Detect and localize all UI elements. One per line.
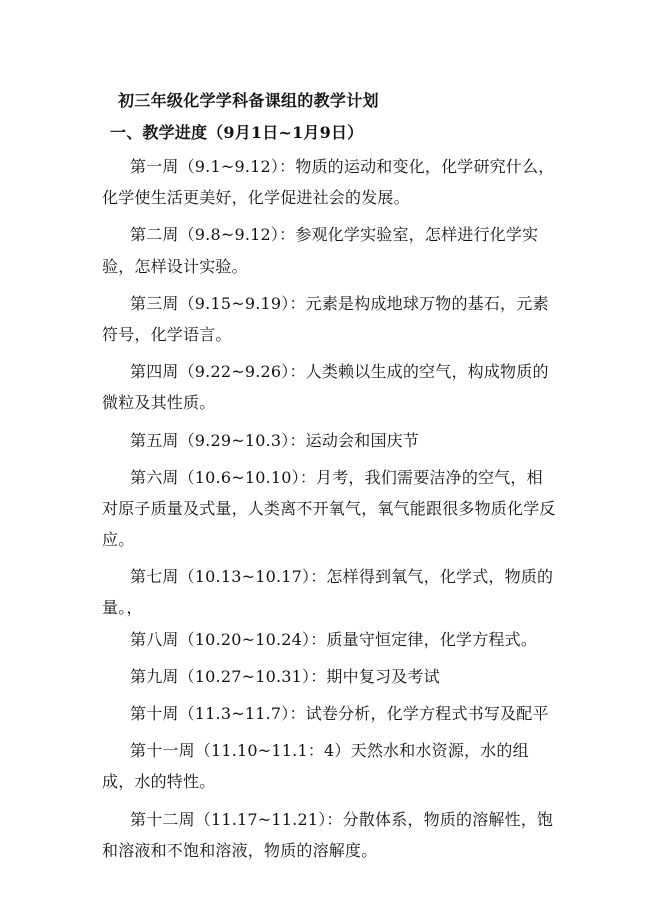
week-item-12: 第十二周（11.17~11.21）：分散体系，物质的溶解性，饱和溶液和不饱和溶液，物质的溶解度。: [102, 809, 554, 860]
week-item-8: 第八周（10.20~10.24）：质量守恒定律，化学方程式。: [130, 629, 538, 649]
week-item-1: 第一周（9.1~9.12）：物质的运动和变化，化学研究什么，化学使生活更美好，化学促进社会的发展。: [102, 157, 555, 208]
week-item-11: 第十一周（11.10~11.1：4）天然水和水资源，水的组成，水的特性。: [102, 741, 529, 792]
week-item-6: 第六周（10.6~10.10）：月考，我们需要洁净的空气，相对原子质量及式量，人类离不开氧气，氧气能跟很多物质化学反应。: [102, 467, 556, 550]
week-item-5: 第五周（9.29~10.3）：运动会和国庆节: [130, 430, 420, 450]
week-list: [102, 151, 558, 872]
section-heading: 一、教学进度（9月1日~1月9日）: [110, 123, 364, 142]
week-item-9: 第九周（10.27~10.31）：期中复习及考试: [130, 666, 440, 686]
week-item-4: 第四周（9.22~9.26）：人类赖以生成的空气，构成物质的微粒及其性质。: [102, 362, 549, 413]
week-item-3: 第三周（9.15~9.19）：元素是构成地球万物的基石，元素符号，化学语言。: [102, 293, 549, 344]
document-title: 初三年级化学学科备课组的教学计划: [118, 91, 379, 110]
week-item-10: 第十周（11.3~11.7）：试卷分析，化学方程式书写及配平: [130, 704, 549, 723]
week-item-7: 第七周（10.13~10.17）：怎样得到氧气，化学式，物质的量。，: [102, 567, 554, 618]
week-item-2: 第二周（9.8~9.12）：参观化学实验室，怎样进行化学实验，怎样设计实验。: [102, 225, 539, 276]
